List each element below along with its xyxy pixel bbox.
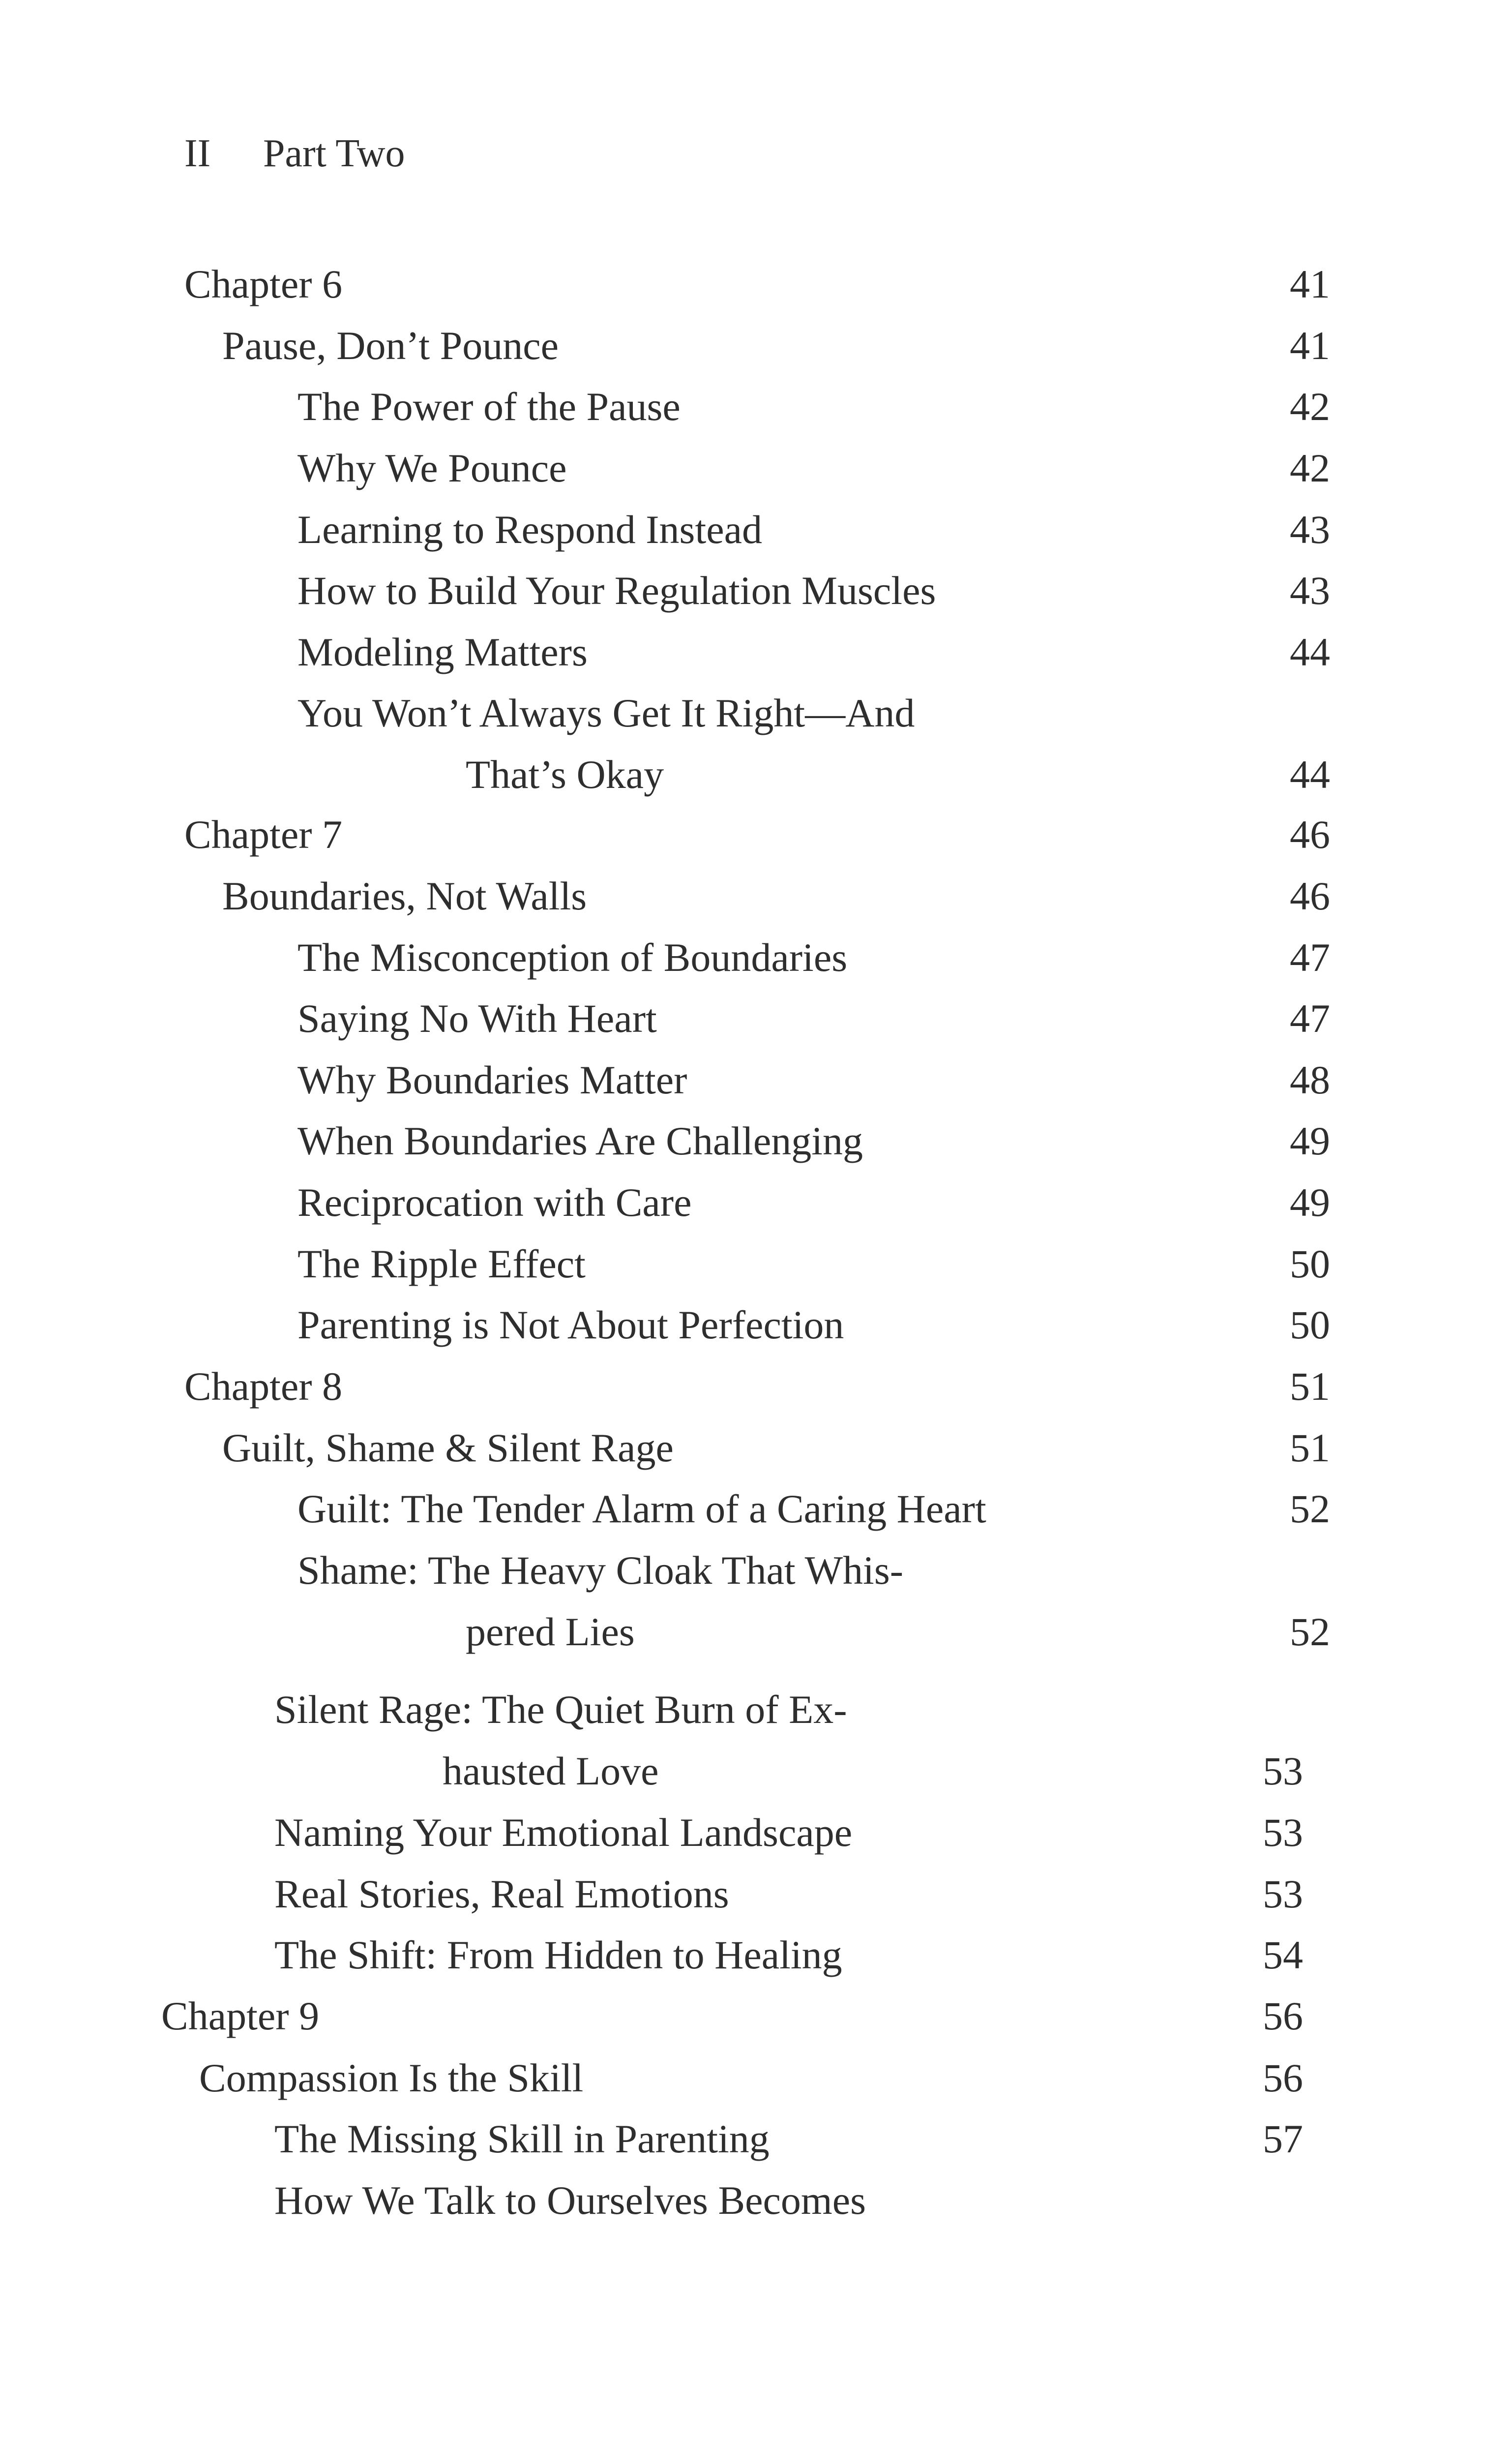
toc-entry-title[interactable]	[0, 872, 1512, 921]
toc-entry-page-number: 41	[1290, 323, 1330, 368]
toc-entry-text: Learning to Respond Instead	[297, 507, 763, 552]
toc-entry-text: The Ripple Effect	[297, 1241, 586, 1286]
toc-entry-chapter[interactable]	[0, 1991, 1512, 2041]
toc-entry-page-number: 41	[1290, 262, 1330, 306]
toc-entry-section[interactable]	[0, 1300, 1512, 1350]
toc-entry-page-number: 53	[1263, 1749, 1303, 1793]
toc-entry-section[interactable]	[0, 566, 1512, 615]
toc-entry-page-number: 47	[1290, 935, 1330, 980]
toc-entry-label	[297, 1056, 687, 1105]
toc-entry-page-number: 47	[1290, 996, 1330, 1041]
toc-entry-page-number: 49	[1290, 1180, 1330, 1225]
toc-entry-section[interactable]	[0, 444, 1512, 493]
toc-entry-text: Compassion Is the Skill	[199, 2055, 584, 2100]
toc-entry-page-number: 48	[1290, 1057, 1330, 1102]
toc-entry-label	[297, 933, 847, 982]
toc-entry-text: How to Build Your Regulation Muscles	[297, 568, 936, 613]
toc-entry-page-number: 51	[1290, 1425, 1330, 1470]
toc-entry-text: The Misconception of Boundaries	[297, 935, 848, 980]
toc-entry-label	[222, 1423, 674, 1473]
toc-entry-label	[297, 1239, 586, 1289]
toc-entry-section[interactable]	[0, 628, 1512, 677]
toc-entry-label	[297, 628, 588, 677]
toc-entry-text: Chapter 6	[184, 262, 343, 306]
toc-entry-text: Saying No With Heart	[297, 996, 657, 1041]
toc-entry-text: Pause, Don’t Pounce	[222, 323, 559, 368]
toc-entry-text: Guilt, Shame & Silent Rage	[222, 1425, 674, 1470]
toc-entry-text: Real Stories, Real Emotions	[274, 1871, 729, 1916]
toc-entry-continuation: hausted Love	[443, 1749, 659, 1793]
toc-entry-text: You Won’t Always Get It Right—And	[297, 691, 915, 735]
toc-entry-text: Chapter 9	[161, 1993, 320, 2038]
toc-entry-title[interactable]	[0, 321, 1512, 370]
toc-entry-section[interactable]	[0, 1178, 1512, 1227]
toc-entry-title[interactable]	[0, 1423, 1512, 1473]
toc-entry-text: When Boundaries Are Challenging	[297, 1118, 863, 1163]
toc-entry-section[interactable]	[0, 1930, 1512, 1980]
toc-entry-chapter[interactable]	[0, 1362, 1512, 1411]
toc-entry-text: Why We Pounce	[297, 446, 567, 490]
toc-entry-text: How We Talk to Ourselves Becomes	[274, 2178, 866, 2223]
toc-entry-text: The Missing Skill in Parenting	[274, 2116, 770, 2161]
toc-entry-page-number: 50	[1290, 1302, 1330, 1347]
toc-entry-page-number: 42	[1290, 446, 1330, 490]
toc-entry-page-number: 49	[1290, 1118, 1330, 1163]
toc-entry-label	[297, 689, 915, 738]
toc-entry-section[interactable]	[0, 1870, 1512, 1919]
toc-entry-section[interactable]	[0, 2114, 1512, 2164]
toc-entry-section[interactable]	[0, 1546, 1512, 1657]
toc-entry-text: Boundaries, Not Walls	[222, 874, 587, 918]
toc-entry-page-number: 52	[1290, 1609, 1330, 1654]
toc-entry-label	[274, 2176, 866, 2225]
toc-entry-continuation: That’s Okay	[466, 752, 664, 797]
toc-entry-page-number: 42	[1290, 384, 1330, 429]
toc-entry-text: Chapter 8	[184, 1364, 343, 1409]
toc-entry-section[interactable]	[0, 933, 1512, 982]
part-numeral: II	[184, 132, 211, 175]
toc-entry-label	[274, 1930, 842, 1980]
toc-entry-section[interactable]	[0, 1056, 1512, 1105]
toc-entry-page-number: 44	[1290, 630, 1330, 674]
toc-entry-text: Parenting is Not About Perfection	[297, 1302, 844, 1347]
toc-entry-page-number: 53	[1263, 1810, 1303, 1855]
toc-entry-label	[297, 444, 567, 493]
toc-entry-label	[274, 1685, 847, 1734]
part-title: Part Two	[263, 132, 405, 175]
toc-entry-label	[161, 1991, 319, 2041]
toc-entry-label	[274, 1870, 729, 1919]
toc-entry-page-number: 43	[1290, 507, 1330, 552]
toc-entry-label	[184, 810, 342, 859]
toc-entry-page-number: 56	[1263, 1993, 1303, 2038]
toc-entry-label	[184, 260, 342, 309]
toc-entry-text: Why Boundaries Matter	[297, 1057, 687, 1102]
toc-entry-title[interactable]	[0, 2053, 1512, 2103]
toc-entry-text: Shame: The Heavy Cloak That Whis-	[297, 1548, 904, 1593]
toc-entry-section[interactable]	[0, 1116, 1512, 1166]
toc-entry-page-number: 53	[1263, 1871, 1303, 1916]
toc-entry-label	[222, 321, 559, 370]
toc-entry-label	[297, 994, 657, 1043]
toc-entry-chapter[interactable]	[0, 260, 1512, 309]
toc-entry-section[interactable]	[0, 1484, 1512, 1534]
toc-entry-page-number: 56	[1263, 2055, 1303, 2100]
toc-entry-section[interactable]	[0, 689, 1512, 799]
toc-entry-label	[274, 1808, 852, 1857]
toc-entry-label	[199, 2053, 583, 2103]
toc-entry-page-number: 54	[1263, 1932, 1303, 1977]
toc-entry-page-number: 43	[1290, 568, 1330, 613]
toc-entry-section[interactable]	[0, 1685, 1512, 1796]
toc-entry-label	[297, 566, 936, 615]
toc-entry-section[interactable]	[0, 1808, 1512, 1857]
toc-entry-page-number: 50	[1290, 1241, 1330, 1286]
toc-entry-label	[297, 382, 681, 431]
toc-entry-text: Reciprocation with Care	[297, 1180, 692, 1225]
toc-entry-label	[222, 872, 587, 921]
toc-entry-continuation: pered Lies	[466, 1609, 635, 1654]
toc-entry-text: Modeling Matters	[297, 630, 588, 674]
toc-entry-section[interactable]	[0, 382, 1512, 431]
toc-entry-page-number: 51	[1290, 1364, 1330, 1409]
toc-entry-page-number: 52	[1290, 1486, 1330, 1531]
toc-entry-label	[297, 505, 762, 554]
toc-entry-section[interactable]	[0, 505, 1512, 554]
toc-entry-text: Chapter 7	[184, 812, 343, 857]
toc-entry-text: Silent Rage: The Quiet Burn of Ex-	[274, 1687, 847, 1732]
toc-entry-label	[297, 1178, 692, 1227]
toc-entry-label	[297, 1484, 986, 1534]
toc-entry-text: Naming Your Emotional Landscape	[274, 1810, 853, 1855]
toc-entry-page-number: 44	[1290, 752, 1330, 797]
toc-entry-page-number: 57	[1263, 2116, 1303, 2161]
toc-entry-label	[297, 1116, 863, 1166]
toc-entry-section[interactable]	[0, 2176, 1512, 2225]
toc-entry-text: The Shift: From Hidden to Healing	[274, 1932, 842, 1977]
toc-entry-page-number: 46	[1290, 874, 1330, 918]
toc-entry-label	[184, 1362, 342, 1411]
toc-entry-text: The Power of the Pause	[297, 384, 681, 429]
toc-entry-section[interactable]	[0, 1239, 1512, 1289]
toc-entry-page-number: 46	[1290, 812, 1330, 857]
toc-entry-text: Guilt: The Tender Alarm of a Caring Heart	[297, 1486, 986, 1531]
toc-entry-chapter[interactable]	[0, 810, 1512, 859]
toc-entry-section[interactable]	[0, 994, 1512, 1043]
toc-entry-label	[297, 1300, 844, 1350]
toc-entry-label	[297, 1546, 903, 1595]
toc-entry-label	[274, 2114, 770, 2164]
